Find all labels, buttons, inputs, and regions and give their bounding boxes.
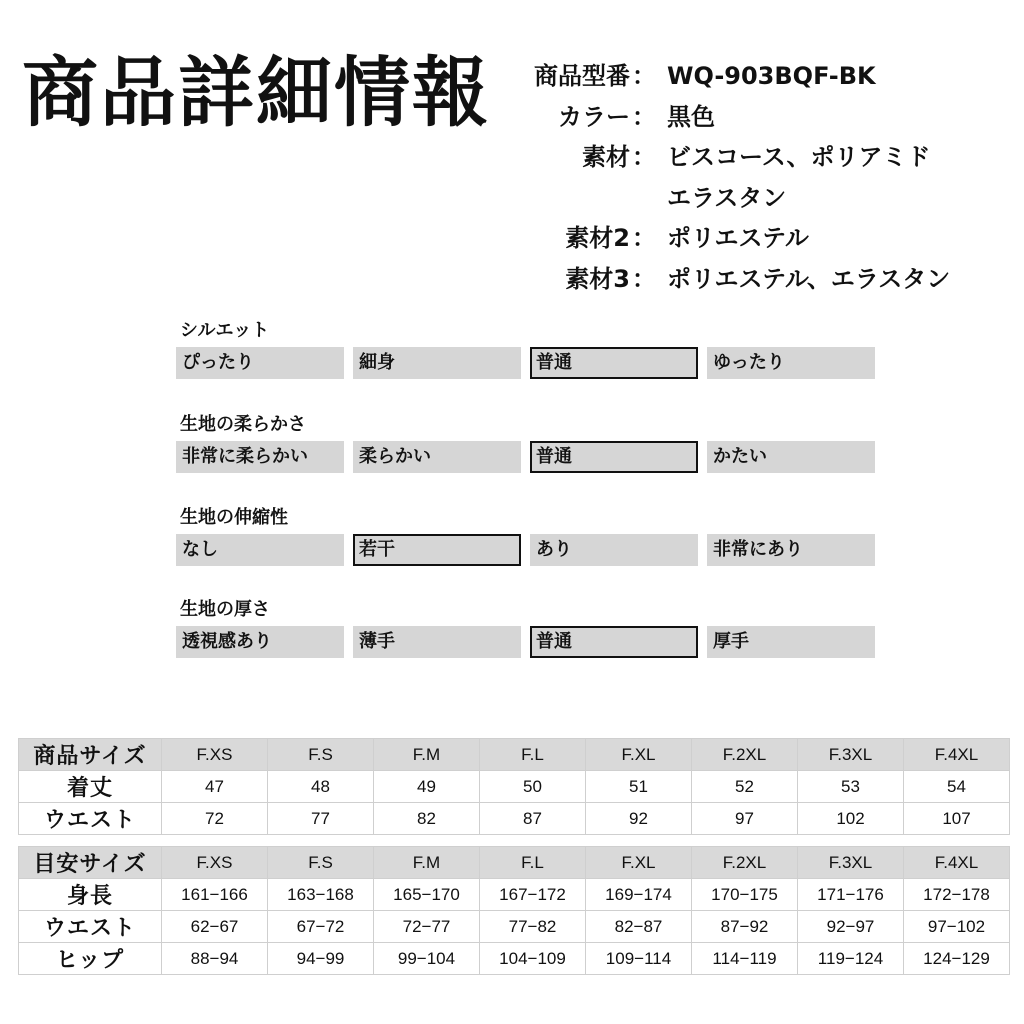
table-row [19, 911, 1010, 943]
attr-option: ゆったり [707, 347, 875, 379]
table-cell: 52 [692, 771, 798, 803]
table-cell: 82 [374, 803, 480, 835]
size-header: F.XL [586, 847, 692, 879]
attr-option: かたい [707, 441, 875, 473]
size-header: F.M [374, 739, 480, 771]
size-header: F.M [374, 847, 480, 879]
attr-option: 普通 [530, 441, 698, 473]
table-cell: 102 [798, 803, 904, 835]
table-header-label: 商品サイズ [19, 739, 162, 771]
info-colon: ： [632, 224, 656, 252]
table-cell: 82−87 [586, 911, 692, 943]
table-row [19, 943, 1010, 975]
info-row-material-cont [480, 178, 1010, 219]
table-cell: 51 [586, 771, 692, 803]
table-cell: 99−104 [374, 943, 480, 975]
attr-title: シルエット [180, 320, 270, 341]
table-cell: 88−94 [162, 943, 268, 975]
info-value: ポリエステル [667, 224, 809, 252]
table-cell: 87 [480, 803, 586, 835]
info-value: エラスタン [667, 183, 787, 212]
table-cell: 53 [798, 771, 904, 803]
table-cell: 170−175 [692, 879, 798, 911]
table-cell: 97−102 [904, 911, 1010, 943]
table-cell: 124−129 [904, 943, 1010, 975]
table-cell: 49 [374, 771, 480, 803]
attr-option: 普通 [530, 626, 698, 658]
info-value: 黒色 [667, 102, 715, 131]
attr-option: 非常にあり [707, 534, 875, 566]
info-label: 商品型番 [534, 62, 630, 90]
product-size-table [18, 738, 1010, 835]
size-header: F.S [268, 847, 374, 879]
info-value: WQ-903BQF-BK [667, 62, 876, 90]
table-cell: 163−168 [268, 879, 374, 911]
size-header: F.3XL [798, 739, 904, 771]
row-label: ウエスト [19, 911, 162, 943]
info-colon: ： [632, 264, 656, 293]
table-cell: 169−174 [586, 879, 692, 911]
info-colon: ： [632, 143, 656, 171]
table-row [19, 879, 1010, 911]
table-cell: 87−92 [692, 911, 798, 943]
table-cell: 92−97 [798, 911, 904, 943]
size-header: F.XS [162, 847, 268, 879]
row-label: 着丈 [19, 771, 162, 803]
table-header-row [19, 847, 1010, 879]
attr-title: 生地の柔らかさ [180, 414, 306, 435]
attr-option: 若干 [353, 534, 521, 566]
attr-option: ぴったり [176, 347, 344, 379]
attr-option: 細身 [353, 347, 521, 379]
info-colon: ： [632, 62, 656, 90]
table-cell: 77 [268, 803, 374, 835]
info-row-material2 [480, 218, 1010, 259]
size-header: F.L [480, 739, 586, 771]
table-cell: 92 [586, 803, 692, 835]
table-cell: 161−166 [162, 879, 268, 911]
info-label: カラー [558, 102, 630, 131]
attr-title: 生地の伸縮性 [180, 507, 288, 528]
table-cell: 67−72 [268, 911, 374, 943]
table-cell: 97 [692, 803, 798, 835]
attr-option: あり [530, 534, 698, 566]
info-label: 素材3 [565, 264, 630, 293]
size-header: F.L [480, 847, 586, 879]
info-label: 素材 [582, 143, 630, 171]
size-header: F.S [268, 739, 374, 771]
table-cell: 72 [162, 803, 268, 835]
size-header: F.XS [162, 739, 268, 771]
row-label: 身長 [19, 879, 162, 911]
table-cell: 165−170 [374, 879, 480, 911]
info-row-color [480, 97, 1010, 138]
table-cell: 167−172 [480, 879, 586, 911]
info-row-model [480, 56, 1010, 97]
table-cell: 77−82 [480, 911, 586, 943]
attr-option: なし [176, 534, 344, 566]
table-cell: 47 [162, 771, 268, 803]
size-header: F.2XL [692, 739, 798, 771]
size-header: F.3XL [798, 847, 904, 879]
info-value: ビスコース、ポリアミド [667, 143, 931, 171]
guide-size-table [18, 846, 1010, 975]
attr-option: 柔らかい [353, 441, 521, 473]
table-cell: 171−176 [798, 879, 904, 911]
table-row [19, 803, 1010, 835]
attr-option: 透視感あり [176, 626, 344, 658]
attr-title: 生地の厚さ [180, 599, 270, 620]
page-title: 商品詳細情報 [22, 48, 490, 137]
info-colon: ： [632, 102, 656, 131]
table-header-label: 目安サイズ [19, 847, 162, 879]
table-cell: 119−124 [798, 943, 904, 975]
attr-option: 厚手 [707, 626, 875, 658]
table-cell: 104−109 [480, 943, 586, 975]
table-row [19, 771, 1010, 803]
attr-option: 普通 [530, 347, 698, 379]
info-row-material [480, 137, 1010, 178]
table-header-row [19, 739, 1010, 771]
size-header: F.4XL [904, 739, 1010, 771]
table-cell: 109−114 [586, 943, 692, 975]
info-label: 素材2 [565, 224, 630, 252]
info-row-material3 [480, 259, 1010, 300]
info-value: ポリエステル、エラスタン [667, 264, 951, 293]
attr-option: 非常に柔らかい [176, 441, 344, 473]
table-cell: 72−77 [374, 911, 480, 943]
table-cell: 94−99 [268, 943, 374, 975]
table-cell: 62−67 [162, 911, 268, 943]
attr-option: 薄手 [353, 626, 521, 658]
size-header: F.2XL [692, 847, 798, 879]
table-cell: 172−178 [904, 879, 1010, 911]
size-header: F.XL [586, 739, 692, 771]
row-label: ヒップ [19, 943, 162, 975]
table-cell: 114−119 [692, 943, 798, 975]
table-cell: 48 [268, 771, 374, 803]
table-cell: 54 [904, 771, 1010, 803]
row-label: ウエスト [19, 803, 162, 835]
table-cell: 107 [904, 803, 1010, 835]
product-info [480, 56, 1010, 299]
table-cell: 50 [480, 771, 586, 803]
size-header: F.4XL [904, 847, 1010, 879]
